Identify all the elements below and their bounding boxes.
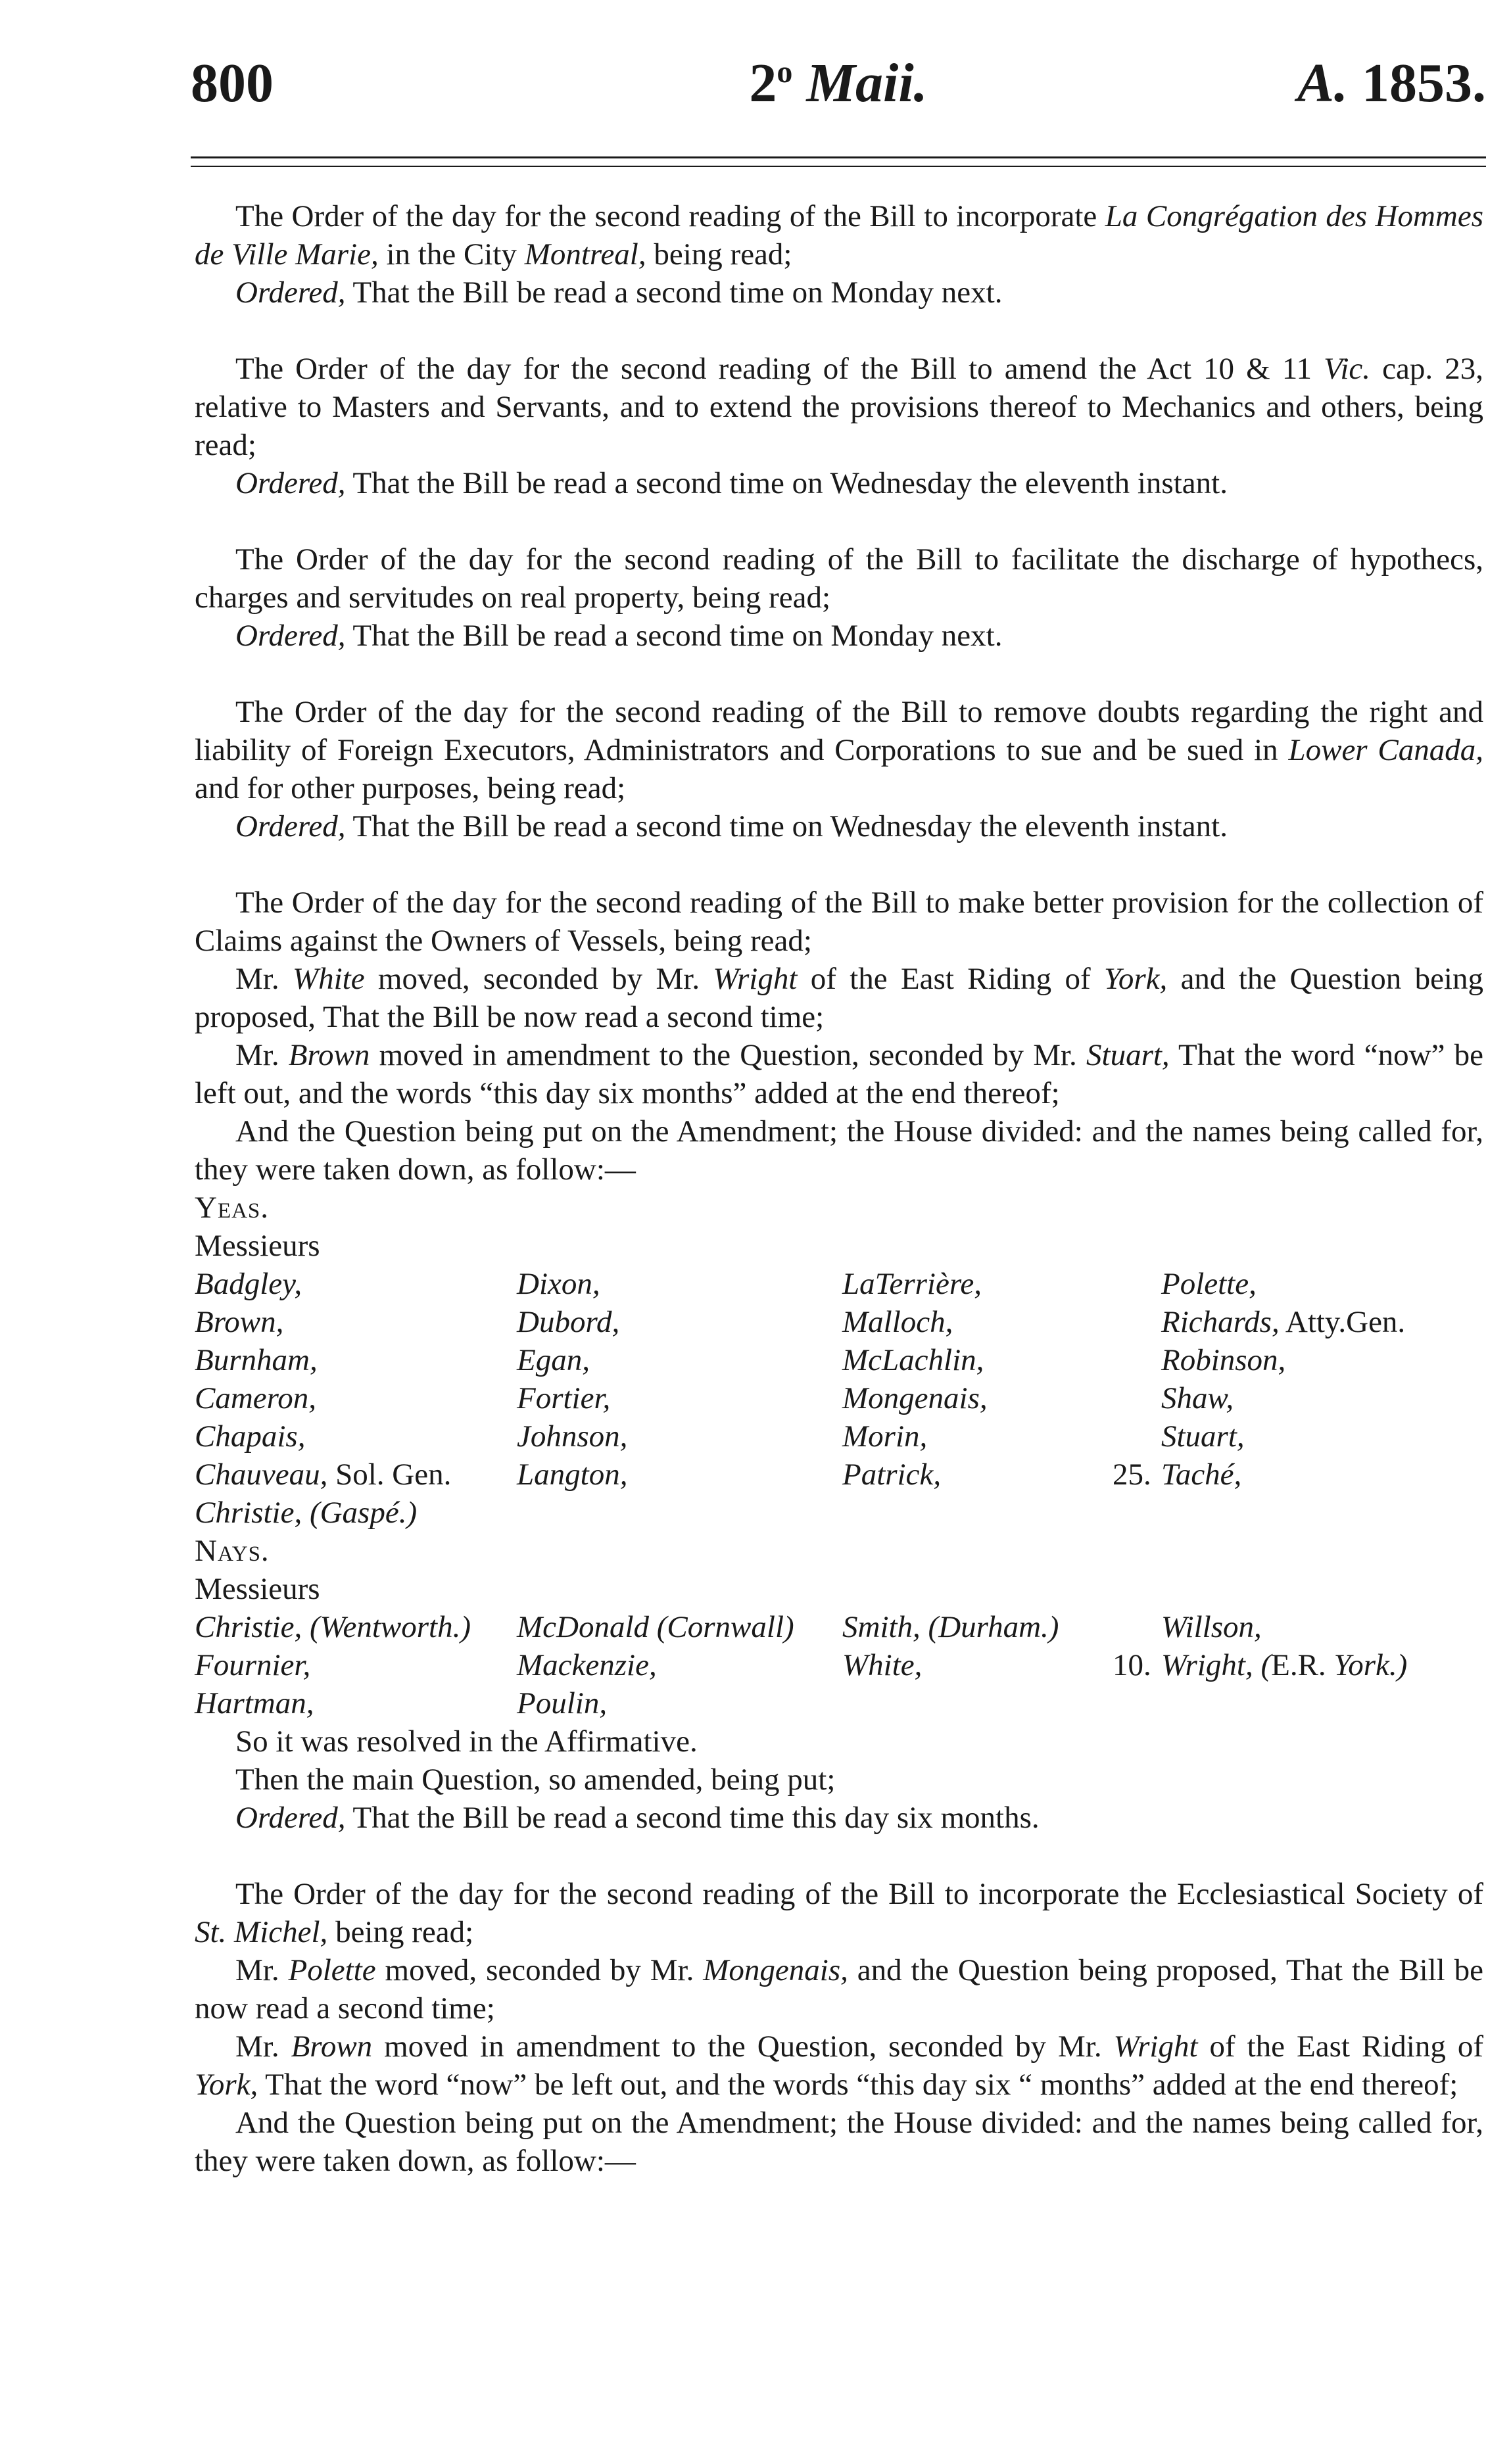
member-name: Brown [291, 2029, 373, 2064]
text-run: moved in amendment to the Question, seconded by Mr. [370, 1038, 1087, 1072]
paragraph [195, 197, 1483, 273]
header-date [191, 51, 1486, 115]
yeas-column-4 [1161, 1265, 1405, 1494]
member-name: Wright [713, 962, 798, 996]
member-name: Stuart, [1161, 1419, 1245, 1454]
text-run: Mr. [235, 962, 293, 996]
member-entry [1161, 1303, 1405, 1341]
place-name: Montreal, [524, 237, 646, 272]
order-line [195, 464, 1483, 502]
ordered-label: Ordered, [235, 466, 346, 500]
member-name: Fournier, [195, 1648, 311, 1682]
place-name: St. Michel, [195, 1915, 328, 1949]
text-run: cap. 23, relative to Masters and Servants, and to extend the provisions thereof to Mechanics and others, being read; [195, 352, 1483, 462]
text-run: of the East Riding of [1197, 2029, 1483, 2064]
place-name: Lower Canada, [1288, 733, 1483, 767]
text-run: The Order of the day for the second reading of the Bill to amend the Act 10 & 11 [235, 352, 1324, 386]
member-name: Burnham, [195, 1343, 318, 1377]
nays-column-3 [842, 1608, 1059, 1684]
text-run: Mr. [235, 2029, 291, 2064]
place-name: York, [195, 2068, 258, 2102]
nays-heading: Nays. [195, 1534, 270, 1568]
nays-list [195, 1608, 1483, 1722]
member-name: Cameron, [195, 1381, 316, 1415]
member-name: Willson, [1161, 1610, 1262, 1644]
text-run: being read; [327, 1915, 474, 1949]
main-question-line: Then the main Question, so amended, being put; [235, 1763, 836, 1797]
member-name: Smith, (Durham.) [842, 1610, 1059, 1644]
member-name: Brown [288, 1038, 370, 1072]
member-name: Chapais, [195, 1419, 306, 1454]
member-name: White, [842, 1648, 923, 1682]
motion-line [195, 1951, 1483, 2027]
nays-column-1 [195, 1608, 471, 1722]
division-line [195, 2104, 1483, 2180]
member-name: Wright [1113, 2029, 1198, 2064]
order-line [195, 807, 1483, 845]
yeas-column-3 [842, 1265, 988, 1494]
ordered-label: Ordered, [235, 619, 346, 653]
header-rule-top [191, 156, 1486, 158]
paragraph [195, 350, 1483, 464]
order-line [195, 1799, 1483, 1837]
spacer [195, 502, 1483, 540]
header-rule-bottom [191, 166, 1486, 167]
member-name: Langton, [517, 1457, 628, 1492]
paragraph [195, 693, 1483, 807]
amendment-line [195, 2027, 1483, 2104]
member-name: Malloch, [842, 1305, 953, 1339]
member-name: Brown, [195, 1305, 284, 1339]
member-name: Fortier, [517, 1381, 611, 1415]
nays-column-4 [1161, 1608, 1407, 1684]
spacer [195, 655, 1483, 693]
ordered-label: Ordered, [235, 809, 346, 843]
member-name: Johnson, [517, 1419, 628, 1454]
yeas-count: 25. [1113, 1457, 1151, 1492]
paragraph [195, 1875, 1483, 1951]
member-name: Polette [288, 1953, 376, 1987]
page-number: 800 [191, 53, 274, 114]
riding-name: York.) [1326, 1648, 1408, 1682]
header-date-day: 2 [749, 53, 777, 114]
spacer [195, 845, 1483, 884]
member-name: Badgley, [195, 1267, 302, 1301]
text-run: The Order of the day for the second reading of the Bill to make better provision for the collection of Claims against the Owners of Vessels, being read; [195, 886, 1483, 958]
text-run: of the East Riding of [797, 962, 1104, 996]
act-abbrev: Vic. [1324, 352, 1371, 386]
member-entry [195, 1456, 451, 1494]
member-name: Richards, [1161, 1305, 1280, 1339]
nays-column-2 [517, 1608, 794, 1722]
place-name: York, [1104, 962, 1168, 996]
member-name: Wright, ( [1161, 1648, 1272, 1682]
member-name: Taché, [1161, 1457, 1242, 1492]
office-suffix: Sol. Gen. [327, 1457, 452, 1492]
member-name: Shaw, [1161, 1381, 1234, 1415]
member-name: Mackenzie, [517, 1648, 657, 1682]
text-run: That the Bill be read a second time on Wednesday the eleventh instant. [345, 809, 1228, 843]
member-name: Stuart, [1086, 1038, 1170, 1072]
spacer [195, 1837, 1483, 1875]
member-name: Robinson, [1161, 1343, 1286, 1377]
member-name: Christie, (Gaspé.) [195, 1496, 418, 1530]
member-name: Morin, [842, 1419, 928, 1454]
text-run: And the Question being put on the Amendment; the House divided: and the names being called for, they were taken down, as follow:— [195, 2106, 1483, 2178]
text-run: being read; [646, 237, 792, 272]
member-name: Egan, [517, 1343, 590, 1377]
order-line [195, 617, 1483, 655]
riding-abbrev: E.R. [1271, 1648, 1326, 1682]
member-name: Hartman, [195, 1686, 314, 1720]
text-run: That the Bill be read a second time this day six months. [345, 1801, 1040, 1835]
office-suffix: Atty.Gen. [1279, 1305, 1406, 1339]
yeas-heading: Yeas. [195, 1191, 270, 1225]
text-run: That the Bill be read a second time on Wednesday the eleventh instant. [345, 466, 1228, 500]
header-year-value: 1853. [1362, 53, 1486, 114]
text-run: And the Question being put on the Amendment; the House divided: and the names being called for, they were taken down, as follow:— [195, 1114, 1483, 1187]
member-name: Patrick, [842, 1457, 942, 1492]
text-run: That the word “now” be left out, and the words “this day six months” added at the end thereof; [195, 1038, 1483, 1110]
ordered-label: Ordered, [235, 1801, 346, 1835]
text-run: Mr. [235, 1953, 289, 1987]
text-run: That the Bill be read a second time on Monday next. [345, 619, 1003, 653]
header-date-sup: o [777, 55, 793, 89]
nays-messieurs: Messieurs [195, 1572, 320, 1606]
motion-line [195, 960, 1483, 1036]
member-name: Mongenais, [842, 1381, 988, 1415]
yeas-column-2 [517, 1265, 627, 1494]
member-name: McLachlin, [842, 1343, 984, 1377]
member-name: Dixon, [517, 1267, 600, 1301]
text-run: moved in amendment to the Question, seconded by Mr. [372, 2029, 1114, 2064]
member-name: Dubord, [517, 1305, 620, 1339]
header-year [1297, 51, 1486, 115]
member-name: Mongenais, [703, 1953, 848, 1987]
paragraph [195, 540, 1483, 617]
text-run: The Order of the day for the second reading of the Bill to remove doubts regarding the right and liability of Foreign Executors, Administrators and Corporations to sue and be sued in [195, 695, 1483, 767]
text-run: and the Question being proposed, That the Bill be now read a second time; [195, 962, 1483, 1034]
text-run: The Order of the day for the second reading of the Bill to incorporate the Ecclesiastical Society of [235, 1877, 1483, 1911]
text-run: The Order of the day for the second reading of the Bill to facilitate the discharge of hypothecs, charges and servitudes on real property, being read; [195, 542, 1483, 615]
yeas-list [195, 1265, 1483, 1494]
ordered-label: Ordered, [235, 275, 346, 310]
journal-body [195, 197, 1483, 2180]
header-year-prefix: A. [1297, 53, 1348, 114]
text-run: in the City [378, 237, 525, 272]
member-name: Polette, [1161, 1267, 1257, 1301]
member-name: Christie, (Wentworth.) [195, 1610, 471, 1644]
amendment-line [195, 1036, 1483, 1112]
page-header [191, 51, 1486, 124]
order-line [195, 273, 1483, 312]
text-run: moved, seconded by Mr. [364, 962, 713, 996]
text-run: Mr. [235, 1038, 289, 1072]
yeas-messieurs: Messieurs [195, 1229, 320, 1263]
member-entry [1161, 1646, 1407, 1684]
text-run: moved, seconded by Mr. [375, 1953, 704, 1987]
division-line [195, 1112, 1483, 1189]
text-run: That the Bill be read a second time on Monday next. [345, 275, 1003, 310]
member-name: White [292, 962, 365, 996]
paragraph [195, 884, 1483, 960]
text-run: The Order of the day for the second reading of the Bill to incorporate [235, 199, 1105, 233]
resolution-line: So it was resolved in the Affirmative. [235, 1724, 698, 1759]
member-name: Poulin, [517, 1686, 608, 1720]
member-name: Chauveau, [195, 1457, 328, 1492]
spacer [195, 312, 1483, 350]
member-name: McDonald (Cornwall) [517, 1610, 794, 1644]
text-run: That the word “now” be left out, and the words “this day six “ months” added at the end thereof; [258, 2068, 1458, 2102]
bill-name: La Congrégation des Hommes de Ville Marie, [195, 199, 1483, 272]
yeas-column-1 [195, 1265, 451, 1494]
nays-count: 10. [1113, 1648, 1151, 1682]
text-run: and the Question being proposed, That the Bill be now read a second time; [195, 1953, 1483, 2026]
header-date-month: Maii. [806, 53, 928, 114]
text-run: and for other purposes, being read; [195, 771, 626, 805]
member-name: LaTerrière, [842, 1267, 982, 1301]
